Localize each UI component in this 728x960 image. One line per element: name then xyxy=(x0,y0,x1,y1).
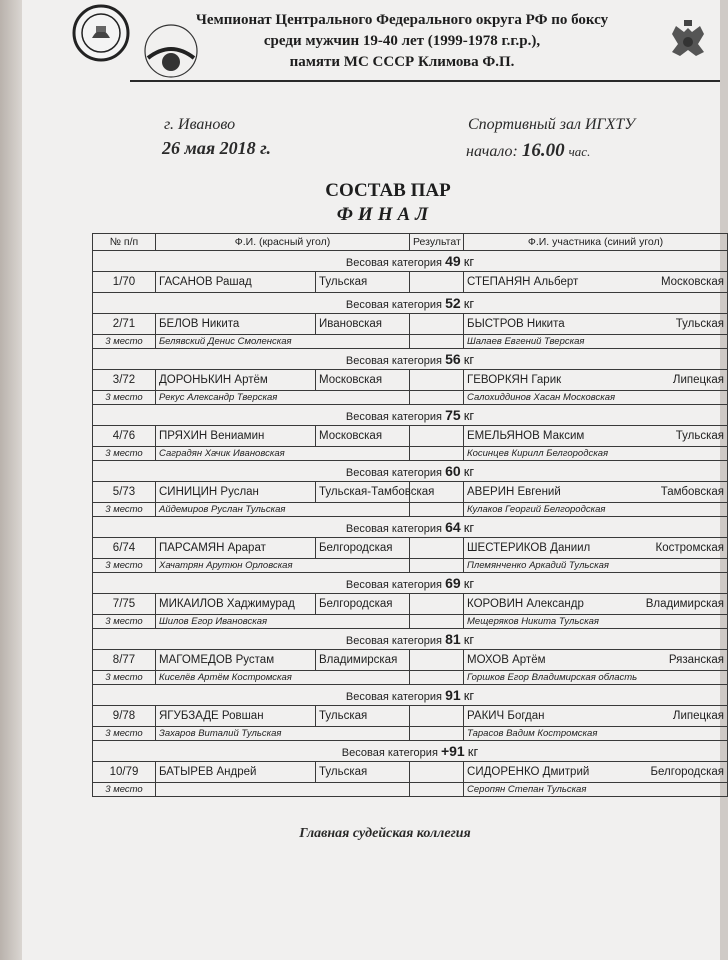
weight-category-row xyxy=(93,741,728,762)
weight-category-row xyxy=(93,349,728,370)
weight-category-row xyxy=(93,461,728,482)
third-place-row xyxy=(93,391,728,405)
weight-value: +91 xyxy=(440,743,465,759)
third-place-row xyxy=(93,727,728,741)
start-time xyxy=(466,140,590,162)
bout-row xyxy=(93,538,728,559)
third-place-blue: Мещеряков Никита Тульская xyxy=(464,615,728,629)
page-subtitle: ФИНАЛ xyxy=(336,204,434,225)
red-corner-region: Тульская xyxy=(316,706,410,727)
bout-row xyxy=(93,594,728,615)
weight-unit: кг xyxy=(463,576,475,591)
weight-category-cell xyxy=(93,293,728,314)
red-corner-athlete: ДОРОНЬКИН Артём xyxy=(156,370,316,391)
table-header-row xyxy=(93,234,728,251)
result-cell xyxy=(410,272,464,293)
start-label: начало: xyxy=(466,143,518,160)
weight-category-cell xyxy=(93,741,728,762)
third-place-label: 3 место xyxy=(93,671,156,685)
bout-row xyxy=(93,272,728,293)
third-place-label: 3 место xyxy=(93,783,156,797)
blue-corner-cell xyxy=(464,650,728,671)
event-date: 26 мая 2018 г. xyxy=(162,138,272,158)
red-corner-athlete: БЕЛОВ Никита xyxy=(156,314,316,335)
weight-value: 60 xyxy=(445,463,461,479)
weight-unit: кг xyxy=(463,408,475,423)
bout-number: 7/75 xyxy=(93,594,156,615)
weight-unit: кг xyxy=(463,688,475,703)
result-cell xyxy=(410,538,464,559)
photo-edge-shadow xyxy=(0,0,24,960)
start-time-unit: час. xyxy=(568,144,591,159)
result-cell xyxy=(410,650,464,671)
weight-category-row xyxy=(93,251,728,272)
weight-category-label: Весовая категория xyxy=(345,691,442,703)
third-place-label: 3 место xyxy=(93,503,156,517)
bout-row xyxy=(93,314,728,335)
blue-corner-cell xyxy=(464,538,728,559)
footer-signature: Главная судейская коллегия xyxy=(299,826,471,841)
red-corner-athlete: БАТЫРЕВ Андрей xyxy=(156,762,316,783)
third-place-blue: Горшков Егор Владимирская область xyxy=(464,671,728,685)
third-place-red: Айдемиров Руслан Тульская xyxy=(156,503,410,517)
third-place-red: Шилов Егор Ивановская xyxy=(156,615,410,629)
blue-corner-region: Белгородская xyxy=(650,766,725,778)
weight-category-cell xyxy=(93,405,728,426)
start-time-value: 16.00 xyxy=(521,140,565,161)
blue-corner-cell xyxy=(464,272,728,293)
third-place-label: 3 место xyxy=(93,559,156,573)
weight-value: 75 xyxy=(445,407,461,423)
weight-category-row xyxy=(93,293,728,314)
third-place-red: Хачатрян Арутюн Орловская xyxy=(156,559,410,573)
weight-value: 49 xyxy=(445,253,461,269)
blue-corner-region: Костромская xyxy=(655,542,725,554)
red-corner-athlete: ПРЯХИН Вениамин xyxy=(156,426,316,447)
result-cell xyxy=(410,594,464,615)
red-corner-region: Белгородская xyxy=(316,594,410,615)
blue-corner-athlete: БЫСТРОВ Никита xyxy=(467,318,565,330)
result-cell xyxy=(410,426,464,447)
weight-unit: кг xyxy=(463,520,475,535)
championship-header xyxy=(152,10,652,73)
third-place-label: 3 место xyxy=(93,727,156,741)
bout-number: 1/70 xyxy=(93,272,156,293)
third-place-red: Рекус Александр Тверская xyxy=(156,391,410,405)
red-corner-region: Московская xyxy=(316,370,410,391)
weight-category-label: Весовая категория xyxy=(345,257,442,269)
blue-corner-region: Тульская xyxy=(675,430,725,442)
header-red-corner: Ф.И. (красный угол) xyxy=(156,234,410,251)
blue-corner-athlete: ЕМЕЛЬЯНОВ Максим xyxy=(467,430,585,442)
third-place-result xyxy=(410,447,464,461)
third-place-red: Саградян Хачик Ивановская xyxy=(156,447,410,461)
weight-category-row xyxy=(93,685,728,706)
third-place-row xyxy=(93,335,728,349)
third-place-result xyxy=(410,671,464,685)
weight-category-cell xyxy=(93,461,728,482)
red-corner-region: Тульская xyxy=(316,272,410,293)
bout-number: 3/72 xyxy=(93,370,156,391)
third-place-red: Киселёв Артём Костромская xyxy=(156,671,410,685)
weight-category-row xyxy=(93,629,728,650)
weight-unit: кг xyxy=(463,254,475,269)
blue-corner-cell xyxy=(464,762,728,783)
document-sheet xyxy=(22,0,725,960)
blue-corner-athlete: СТЕПАНЯН Альберт xyxy=(467,276,579,288)
red-corner-athlete: СИНИЦИН Руслан xyxy=(156,482,316,503)
blue-corner-region: Липецкая xyxy=(672,710,725,722)
weight-value: 56 xyxy=(445,351,461,367)
result-cell xyxy=(410,706,464,727)
third-place-blue: Салохиддинов Хасан Московская xyxy=(464,391,728,405)
third-place-row xyxy=(93,783,728,797)
blue-corner-athlete: РАКИЧ Богдан xyxy=(467,710,545,722)
red-corner-athlete: ЯГУБЗАДЕ Ровшан xyxy=(156,706,316,727)
header-number: № п/п xyxy=(93,234,156,251)
federation-seal-icon xyxy=(72,2,130,64)
third-place-label: 3 место xyxy=(93,391,156,405)
result-cell xyxy=(410,314,464,335)
red-corner-region: Тульская-Тамбовская xyxy=(316,482,410,503)
weight-category-row xyxy=(93,573,728,594)
weight-category-label: Весовая категория xyxy=(345,299,442,311)
third-place-red: Белявский Денис Смоленская xyxy=(156,335,410,349)
third-place-row xyxy=(93,559,728,573)
weight-category-label: Весовая категория xyxy=(345,579,442,591)
third-place-result xyxy=(410,503,464,517)
third-place-result xyxy=(410,335,464,349)
weight-value: 91 xyxy=(445,687,461,703)
bouts-table-body xyxy=(93,251,728,797)
weight-unit: кг xyxy=(463,352,475,367)
weight-category-label: Весовая категория xyxy=(341,747,438,759)
blue-corner-cell xyxy=(464,426,728,447)
blue-corner-athlete: СИДОРЕНКО Дмитрий xyxy=(467,766,590,778)
blue-corner-region: Московская xyxy=(660,276,725,288)
red-corner-athlete: ГАСАНОВ Рашад xyxy=(156,272,316,293)
blue-corner-athlete: КОРОВИН Александр xyxy=(467,598,584,610)
header-divider xyxy=(130,80,720,82)
blue-corner-cell xyxy=(464,706,728,727)
third-place-label: 3 место xyxy=(93,615,156,629)
header-line-2: среди мужчин 19-40 лет (1999-1978 г.г.р.), xyxy=(263,33,541,49)
third-place-blue: Тарасов Вадим Костромская xyxy=(464,727,728,741)
blue-corner-athlete: МОХОВ Артём xyxy=(467,654,546,666)
bout-row xyxy=(93,650,728,671)
red-corner-region: Владимирская xyxy=(316,650,410,671)
third-place-row xyxy=(93,615,728,629)
weight-category-label: Весовая категория xyxy=(345,635,442,647)
blue-corner-cell xyxy=(464,314,728,335)
third-place-result xyxy=(410,783,464,797)
weight-category-label: Весовая категория xyxy=(345,411,442,423)
red-corner-athlete: МИКАИЛОВ Хаджимурад xyxy=(156,594,316,615)
header-line-1: Чемпионат Центрального Федерального округа РФ по боксу xyxy=(195,12,609,28)
header-line-3: памяти МС СССР Климова Ф.П. xyxy=(289,54,515,70)
bout-row xyxy=(93,706,728,727)
weight-category-label: Весовая категория xyxy=(345,523,442,535)
bout-number: 9/78 xyxy=(93,706,156,727)
bout-row xyxy=(93,762,728,783)
bout-number: 8/77 xyxy=(93,650,156,671)
weight-unit: кг xyxy=(467,744,479,759)
venue: Спортивный зал ИГХТУ xyxy=(468,116,636,133)
weight-unit: кг xyxy=(463,464,475,479)
third-place-row xyxy=(93,671,728,685)
weight-value: 64 xyxy=(445,519,461,535)
third-place-result xyxy=(410,727,464,741)
third-place-row xyxy=(93,447,728,461)
weight-value: 52 xyxy=(445,295,461,311)
blue-corner-cell xyxy=(464,594,728,615)
blue-corner-athlete: ШЕСТЕРИКОВ Даниил xyxy=(467,542,591,554)
blue-corner-region: Рязанская xyxy=(668,654,725,666)
red-corner-region: Тульская xyxy=(316,762,410,783)
third-place-blue: Косинцев Кирилл Белгородская xyxy=(464,447,728,461)
bout-number: 4/76 xyxy=(93,426,156,447)
third-place-result xyxy=(410,559,464,573)
third-place-blue: Шалаев Евгений Тверская xyxy=(464,335,728,349)
bout-row xyxy=(93,482,728,503)
weight-value: 81 xyxy=(445,631,461,647)
blue-corner-athlete: АВЕРИН Евгений xyxy=(467,486,561,498)
third-place-result xyxy=(410,615,464,629)
weight-category-cell xyxy=(93,685,728,706)
blue-corner-region: Тульская xyxy=(675,318,725,330)
weight-unit: кг xyxy=(463,632,475,647)
weight-value: 69 xyxy=(445,575,461,591)
weight-category-label: Весовая категория xyxy=(345,467,442,479)
third-place-label: 3 место xyxy=(93,447,156,461)
third-place-blue: Кулаков Георгий Белгородская xyxy=(464,503,728,517)
header-result: Результат xyxy=(410,234,464,251)
red-corner-athlete: МАГОМЕДОВ Рустам xyxy=(156,650,316,671)
header-blue-corner: Ф.И. участника (синий угол) xyxy=(464,234,728,251)
bout-number: 6/74 xyxy=(93,538,156,559)
weight-category-cell xyxy=(93,251,728,272)
double-headed-eagle-emblem-icon xyxy=(664,18,712,66)
bout-number: 5/73 xyxy=(93,482,156,503)
weight-unit: кг xyxy=(463,296,475,311)
bout-row xyxy=(93,370,728,391)
weight-category-cell xyxy=(93,349,728,370)
red-corner-region: Ивановская xyxy=(316,314,410,335)
blue-corner-region: Владимирская xyxy=(645,598,725,610)
weight-category-cell xyxy=(93,517,728,538)
red-corner-region: Белгородская xyxy=(316,538,410,559)
bout-row xyxy=(93,426,728,447)
weight-category-cell xyxy=(93,573,728,594)
bout-number: 2/71 xyxy=(93,314,156,335)
weight-category-row xyxy=(93,405,728,426)
blue-corner-region: Тамбовская xyxy=(660,486,725,498)
blue-corner-cell xyxy=(464,482,728,503)
weight-category-cell xyxy=(93,629,728,650)
blue-corner-region: Липецкая xyxy=(672,374,725,386)
third-place-result xyxy=(410,391,464,405)
red-corner-region: Московская xyxy=(316,426,410,447)
blue-corner-cell xyxy=(464,370,728,391)
third-place-red xyxy=(156,783,410,797)
third-place-label: 3 место xyxy=(93,335,156,349)
bout-number: 10/79 xyxy=(93,762,156,783)
third-place-blue: Серопян Степан Тульская xyxy=(464,783,728,797)
third-place-row xyxy=(93,503,728,517)
bouts-table xyxy=(92,233,728,797)
third-place-red: Захаров Виталий Тульская xyxy=(156,727,410,741)
weight-category-row xyxy=(93,517,728,538)
red-corner-athlete: ПАРСАМЯН Арарат xyxy=(156,538,316,559)
result-cell xyxy=(410,762,464,783)
third-place-blue: Племянченко Аркадий Тульская xyxy=(464,559,728,573)
page-title: СОСТАВ ПАР xyxy=(325,180,451,201)
weight-category-label: Весовая категория xyxy=(345,355,442,367)
result-cell xyxy=(410,370,464,391)
blue-corner-athlete: ГЕВОРКЯН Гарик xyxy=(467,374,562,386)
city: г. Иваново xyxy=(164,116,236,133)
